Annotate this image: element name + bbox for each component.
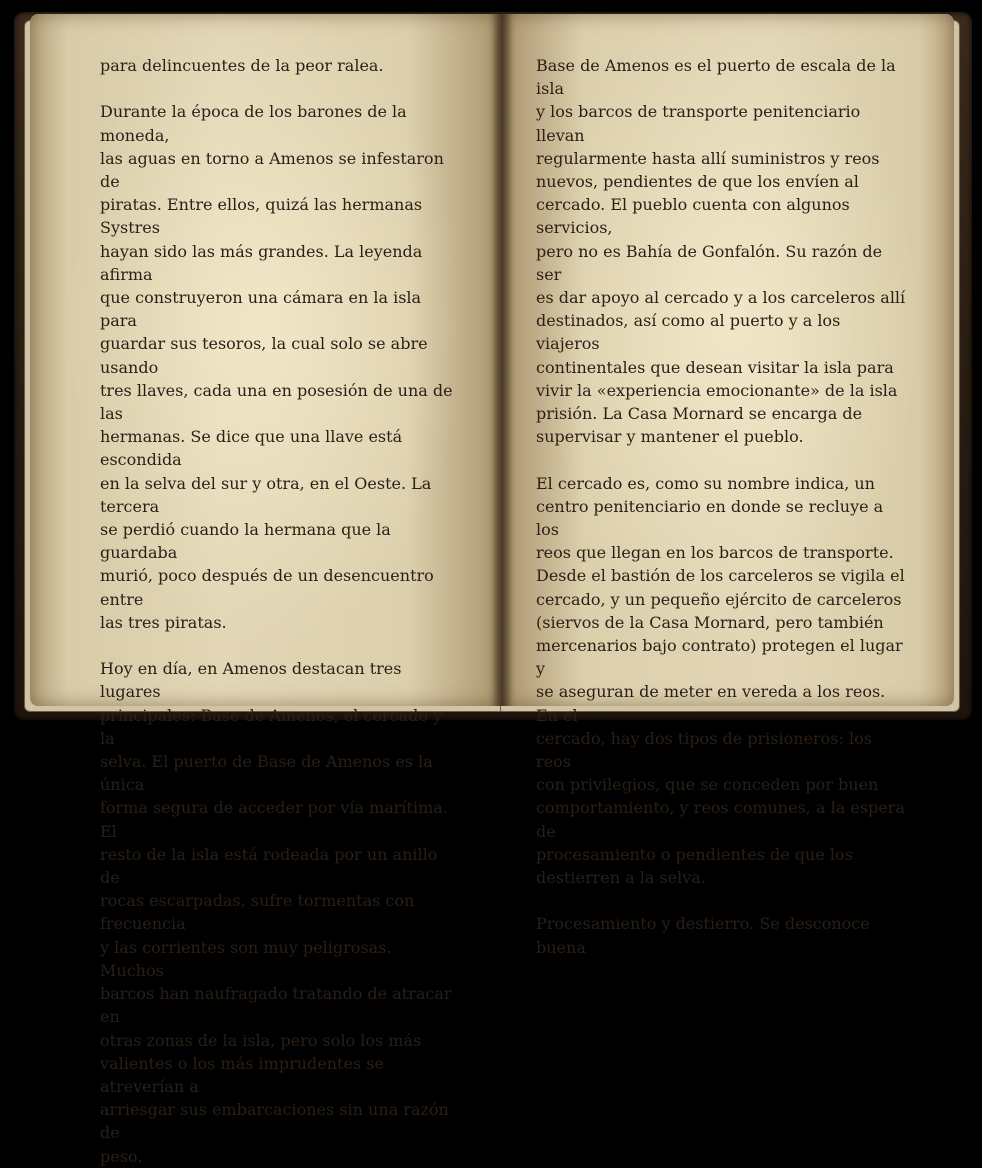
right-paragraph-2: El cercado es, como su nombre indica, un centro penitenciario en donde se recluye a los reos que llegan en los barcos de transporte. Desde el bastión de los carceleros se vigila el cercado, y un pequeño ejército de carceleros (siervos de la Casa Mornard, pero también mercenarios bajo contrato) protegen el lugar y se aseguran de meter en vereda a los reos. En el cercado, hay dos tipos de prisioneros: los reos con privilegios, que se conceden por buen comportamiento, y reos comunes, a la espera de procesamiento o pendientes de que los destierren a la selva. (536, 473, 905, 888)
left-paragraph-1: para delincuentes de la peor ralea. (100, 56, 384, 75)
right-page[interactable] (502, 14, 954, 957)
left-paragraph-3: Hoy en día, en Amenos destacan tres lugares principales: Base de Amenos, el cercado y la selva. El puerto de Base de Amenos es la única forma segura de acceder por vía marítima. El resto de la isla está rodeada por un anillo de rocas escarpadas, sufre tormentas con frecuencia y las corrientes son muy peligrosas. Muchos barcos han naufragado tratando de atracar en otras zonas de la isla, pero solo los más valientes o los más imprudentes se atreverían a arriesgar sus embarcaciones sin una razón de peso. (100, 659, 452, 1166)
left-paragraph-2: Durante la época de los barones de la moneda, las aguas en torno a Amenos se infestaron de piratas. Entre ellos, quizá las hermanas Systres hayan sido las más grandes. La leyenda afirma que construyeron una cámara en la isla para guardar sus tesoros, la cual solo se abre usando tres llaves, cada una en posesión de una de las hermanas. Se dice que una llave está escondida en la selva del sur y otra, en el Oeste. La tercera se perdió cuando la hermana que la guardaba murió, poco después de un desencuentro entre las tres piratas. (100, 102, 453, 632)
right-paragraph-1: Base de Amenos es el puerto de escala de la isla y los barcos de transporte penitenciario llevan regularmente hasta allí suministros y reos nuevos, pendientes de que los envíen al cercado. El pueblo cuenta con algunos servicios, pero no es Bahía de Gonfalón. Su razón de ser es dar apoyo al cercado y a los carceleros allí destinados, así como al puerto y a los viajeros continentales que desean visitar la isla para vivir la «experiencia emocionante» de la isla prisión. La Casa Mornard se encarga de supervisar y mantener el pueblo. (536, 56, 906, 447)
left-page[interactable] (30, 14, 502, 1166)
right-paragraph-3: Procesamiento y destierro. Se desconoce buena (536, 914, 870, 957)
